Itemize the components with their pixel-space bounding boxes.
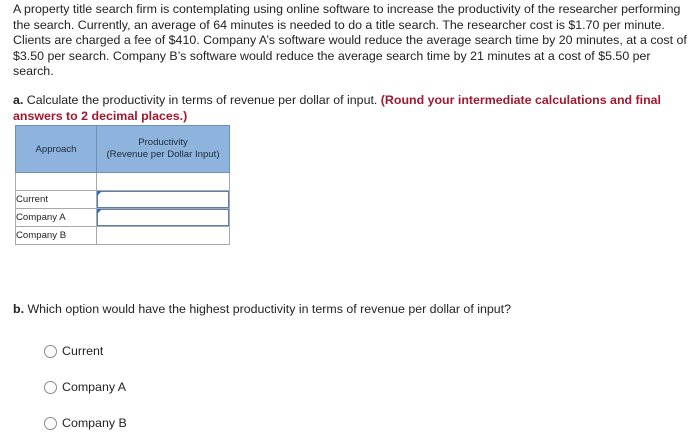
cell-company-a xyxy=(97,209,230,227)
radio-button-icon[interactable] xyxy=(44,345,57,358)
input-marker-icon xyxy=(97,209,102,214)
header-productivity xyxy=(97,126,230,173)
part-b-text: Which option would have the highest productivity in terms of revenue per dollar of input? xyxy=(24,302,511,316)
productivity-input-current[interactable] xyxy=(97,191,229,208)
option-current[interactable] xyxy=(44,344,103,358)
productivity-table xyxy=(15,125,230,245)
row-label-current: Current xyxy=(16,191,97,209)
option-label-company-a: Company A xyxy=(62,380,127,394)
part-a-text: Calculate the productivity in terms of revenue per dollar of input. xyxy=(23,93,381,107)
part-a-rounding-note: (Round your intermediate calculations and final answers to 2 decimal places.) xyxy=(13,93,662,123)
table-spacer-row xyxy=(16,173,230,191)
part-a-question xyxy=(13,93,687,124)
header-productivity-unit: (Revenue per Dollar Input) xyxy=(106,149,220,160)
option-company-a[interactable] xyxy=(44,380,126,394)
table-row-company-b xyxy=(16,227,230,245)
cell-company-b xyxy=(97,227,230,245)
part-b-question xyxy=(13,302,511,316)
radio-button-icon[interactable] xyxy=(44,381,57,394)
option-company-b[interactable] xyxy=(44,416,127,430)
problem-statement: A property title search firm is contemplating using online software to increase the productivity of the researcher performing the search. Currently, an average of 64 minutes is needed to do a title search. The researcher cost is $1.70 per minute. Clients are charged a fee of $410. Company A’s software would reduce the average search time by 20 minutes, at a cost of $3.50 per search. Company B’s software would reduce the average search time by 21 minutes at a cost of $5.50 per search. xyxy=(13,2,687,79)
part-b-letter: b. xyxy=(13,302,25,316)
radio-button-icon[interactable] xyxy=(44,417,57,430)
input-marker-icon xyxy=(97,191,102,196)
productivity-input-company-b[interactable] xyxy=(97,227,229,244)
row-label-company-a: Company A xyxy=(16,209,97,227)
table-row-company-a xyxy=(16,209,230,227)
productivity-input-company-a[interactable] xyxy=(97,209,229,226)
cell-current xyxy=(97,191,230,209)
header-productivity-title: Productivity xyxy=(138,137,188,148)
option-label-current: Current xyxy=(62,344,104,358)
option-label-company-b: Company B xyxy=(62,416,127,430)
table-row-current xyxy=(16,191,230,209)
row-label-company-b: Company B xyxy=(16,227,97,245)
part-a-letter: a. xyxy=(13,93,24,107)
header-approach: Approach xyxy=(16,126,97,173)
